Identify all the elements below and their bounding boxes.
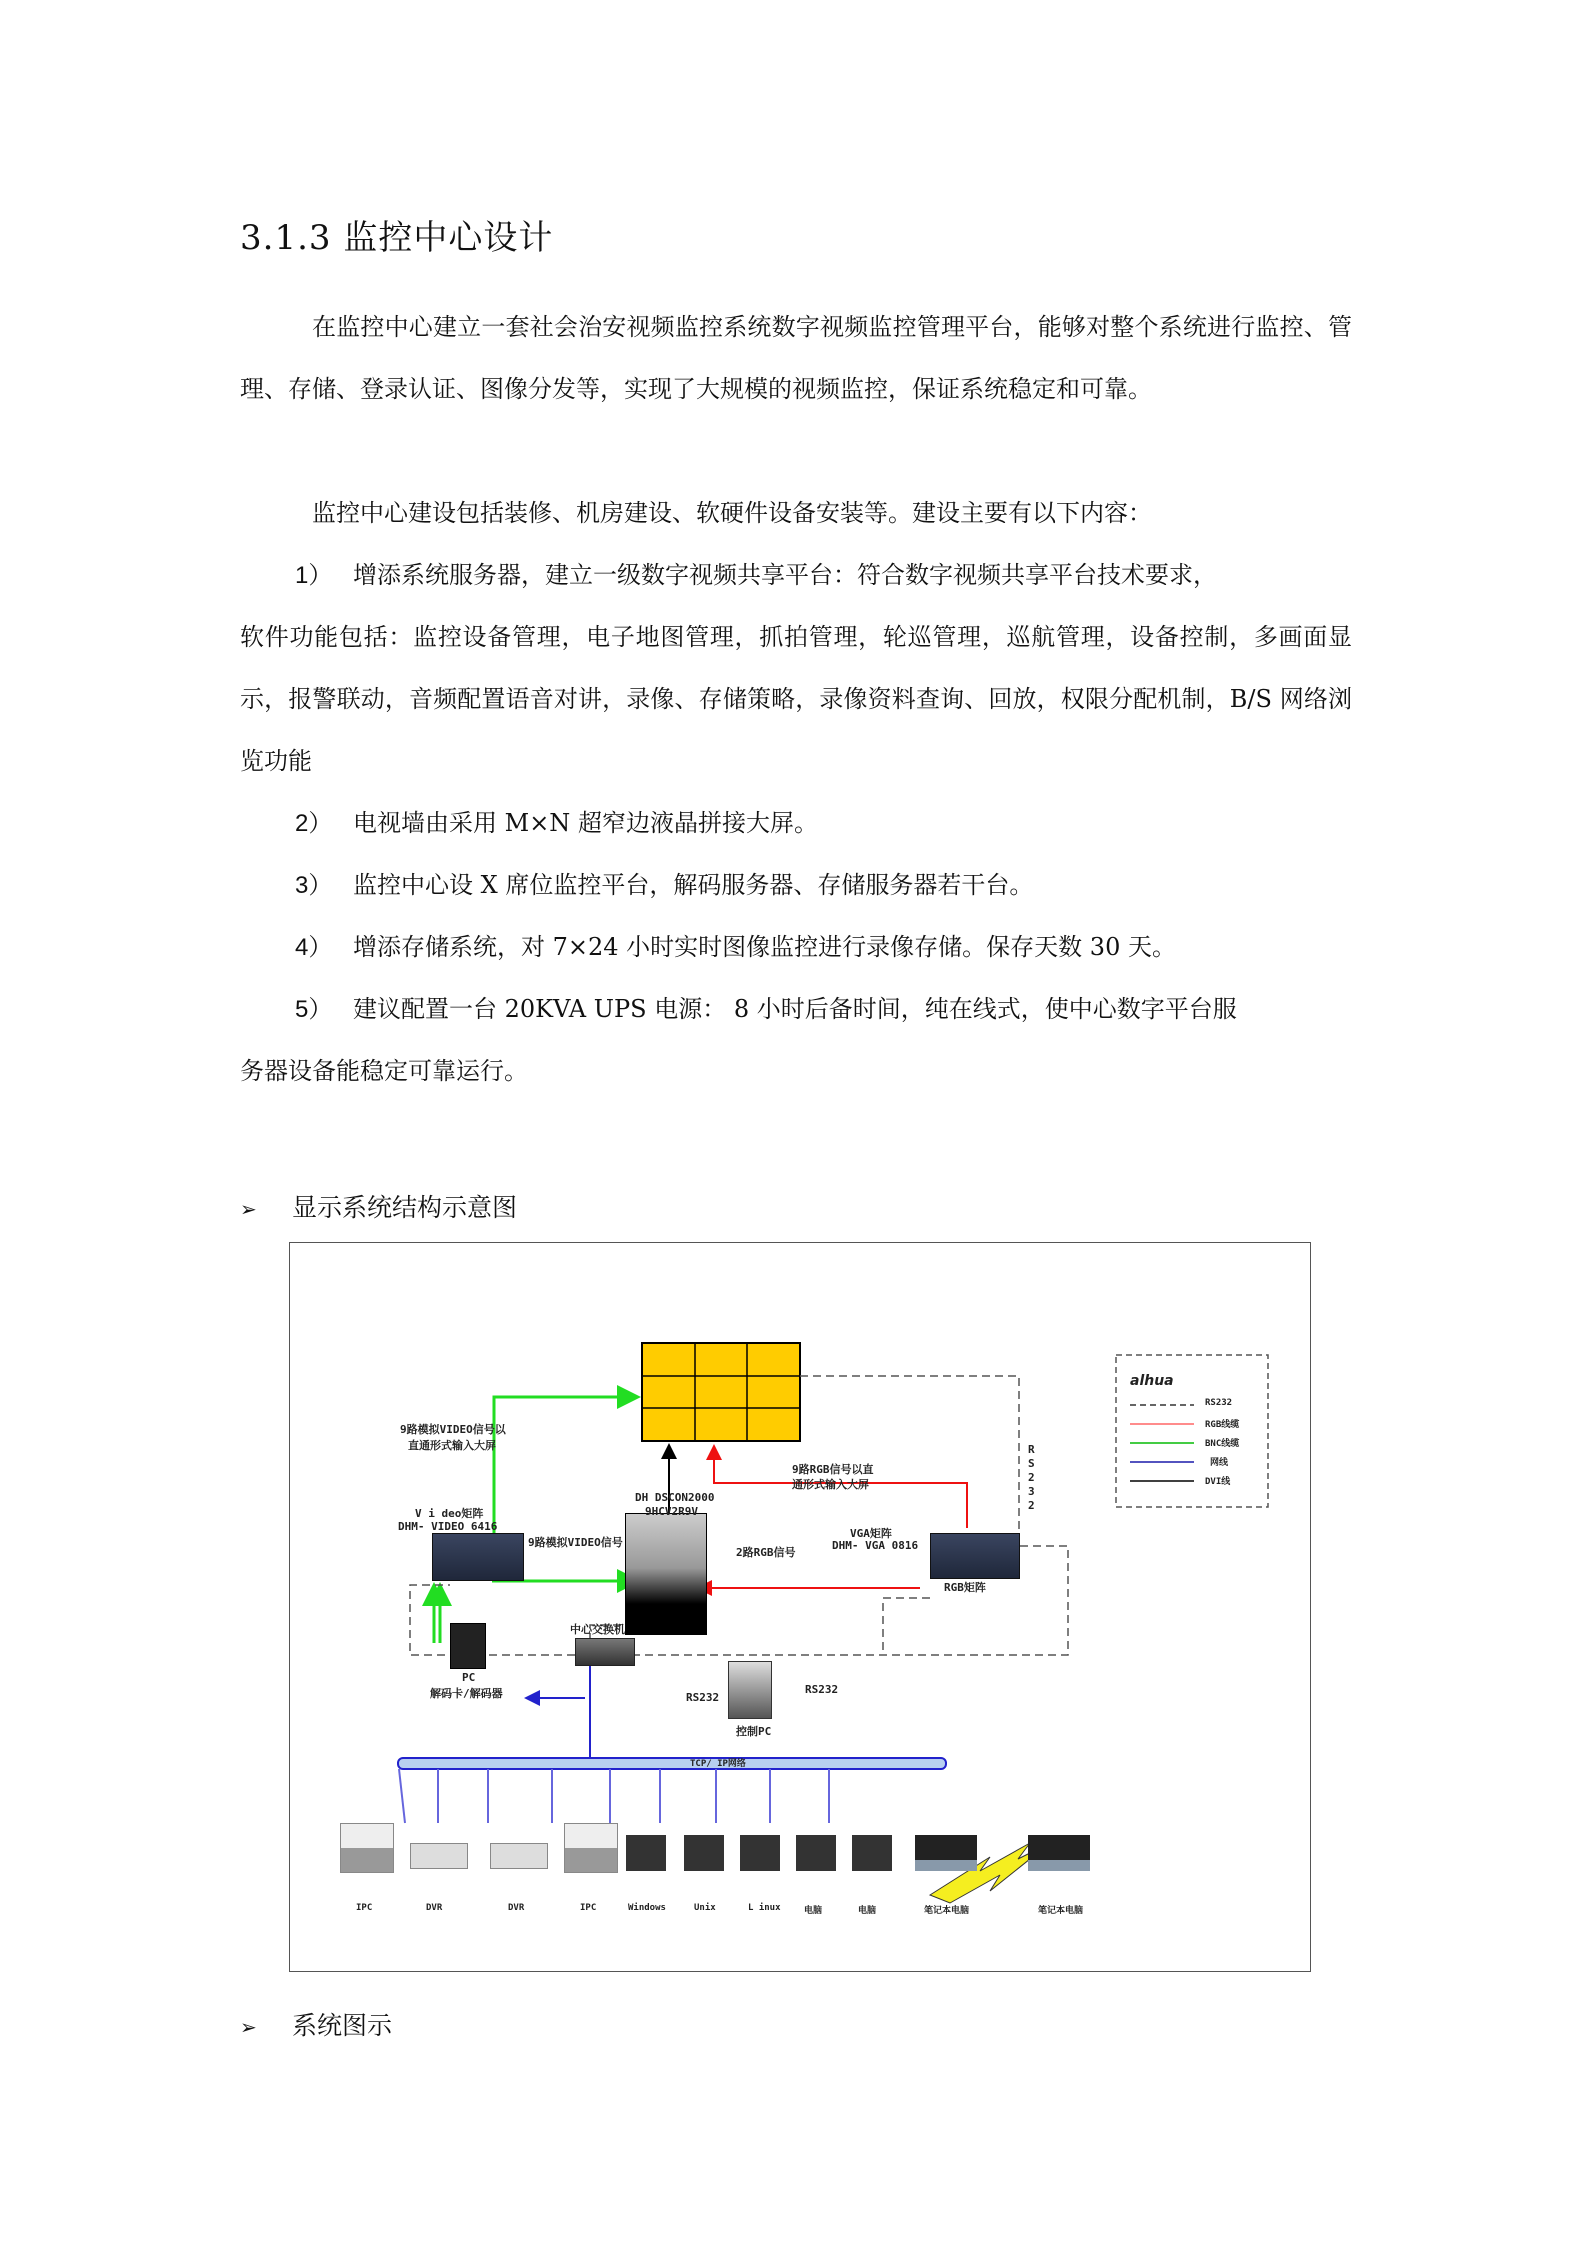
list-text: 增添系统服务器，建立一级数字视频共享平台：符合数字视频共享平台技术要求， — [353, 561, 1217, 589]
label-video-matrix: V i deo矩阵 — [415, 1507, 484, 1520]
list-item — [295, 792, 818, 855]
bullet-heading — [240, 2006, 392, 2042]
label-bnc-note: 9路模拟VIDEO信号以 — [400, 1423, 506, 1436]
label-rs232-vertical: R S 2 3 2 — [1028, 1443, 1035, 1512]
list-item-continuation: 软件功能包括：监控设备管理，电子地图管理，抓拍管理，轮巡管理，巡航管理，设备控制，多画面显示，报警联动，音频配置语音对讲，录像、存储策略，录像资料查询、回放，权限分配机制，B/S 网络浏览功能 — [240, 623, 1352, 775]
section-title: 3.1.3 监控中心设计 — [240, 218, 554, 258]
label-vga-matrix-model: DHM- VGA 0816 — [832, 1539, 919, 1552]
endpoint-label: L inux — [748, 1903, 781, 1913]
label-bnc-note-2: 直通形式输入大屏 — [408, 1439, 496, 1452]
endpoint-label: Unix — [694, 1903, 716, 1913]
scope-paragraph: 监控中心建设包括装修、机房建设、软硬件设备安装等。建设主要有以下内容： — [312, 499, 1152, 527]
dscon-controller-device — [625, 1513, 707, 1635]
label-decoder: 解码卡/解码器 — [430, 1687, 503, 1700]
label-dscon: DH DSCON2000 — [635, 1491, 715, 1504]
label-rgb-note-2: 通形式输入大屏 — [792, 1478, 869, 1491]
label-pc: PC — [462, 1671, 476, 1684]
legend-rs232: RS232 — [1205, 1398, 1233, 1408]
list-number: 1） — [295, 562, 333, 589]
dahua-logo: alhua — [1130, 1373, 1174, 1389]
endpoint-label: DVR — [508, 1903, 525, 1913]
laptop-device — [915, 1835, 977, 1871]
legend-bnc: BNC线缆 — [1205, 1439, 1240, 1449]
pc-device — [684, 1835, 724, 1871]
list-number: 5） — [295, 996, 333, 1023]
tcpip-bus — [398, 1758, 946, 1769]
list-number: 3） — [295, 872, 333, 899]
endpoint-label: Windows — [628, 1903, 666, 1913]
control-pc-device — [728, 1661, 772, 1719]
arrow-bullet-icon: ➢ — [240, 1197, 257, 1221]
bullet-label: 显示系统结构示意图 — [292, 1193, 518, 1222]
pc-device — [626, 1835, 666, 1871]
label-rs232-left: RS232 — [686, 1691, 720, 1704]
pc-device — [852, 1835, 892, 1871]
label-switch: 中心交换机 — [570, 1623, 625, 1636]
label-vga-matrix: VGA矩阵 — [850, 1527, 892, 1540]
legend-dvi: DVI线 — [1205, 1477, 1231, 1487]
video-matrix-device — [432, 1533, 524, 1581]
label-rgb2: 2路RGB信号 — [736, 1546, 796, 1559]
endpoint-label: 电脑 — [804, 1906, 823, 1916]
list-item — [295, 544, 1352, 607]
endpoint-label: IPC — [580, 1903, 597, 1913]
pc-device — [796, 1835, 836, 1871]
list-text: 监控中心设 X 席位监控平台，解码服务器、存储服务器若干台。 — [353, 871, 1034, 899]
arrow-bullet-icon: ➢ — [240, 2015, 257, 2039]
label-rgb-note: 9路RGB信号以直 — [792, 1463, 874, 1476]
system-structure-diagram — [289, 1242, 1311, 1972]
ipc-device — [564, 1823, 618, 1873]
list-item — [295, 854, 1033, 917]
dvr-device — [410, 1843, 468, 1869]
list-item — [295, 978, 1352, 1041]
endpoint-label: 笔记本电脑 — [924, 1906, 970, 1916]
label-video-matrix-model: DHM- VIDEO 6416 — [398, 1520, 498, 1533]
label-video-signal: 9路模拟VIDEO信号 — [528, 1536, 623, 1549]
intro-paragraph: 在监控中心建立一套社会治安视频监控系统数字视频监控管理平台，能够对整个系统进行监控、管理、存储、登录认证、图像分发等，实现了大规模的视频监控，保证系统稳定和可靠。 — [240, 313, 1352, 403]
pc-device — [740, 1835, 780, 1871]
label-rs232-right: RS232 — [805, 1683, 839, 1696]
legend-net: 网线 — [1210, 1458, 1229, 1468]
central-switch-device — [575, 1638, 635, 1666]
ipc-device — [340, 1823, 394, 1873]
endpoint-label: 笔记本电脑 — [1038, 1906, 1084, 1916]
list-item-continuation: 务器设备能稳定可靠运行。 — [240, 1057, 528, 1085]
label-rgb-matrix: RGB矩阵 — [944, 1581, 986, 1594]
laptop-device — [1028, 1835, 1090, 1871]
label-control-pc: 控制PC — [736, 1725, 772, 1738]
list-item — [295, 916, 1176, 979]
rgb-matrix-device — [930, 1533, 1020, 1579]
label-dscon-model: 9HCV2R9V — [645, 1505, 698, 1518]
decoder-pc-device — [450, 1623, 486, 1669]
endpoint-label: IPC — [356, 1903, 373, 1913]
legend-rgb: RGB线缆 — [1205, 1420, 1240, 1430]
list-number: 4） — [295, 934, 333, 961]
endpoint-label: 电脑 — [858, 1906, 877, 1916]
bullet-label: 系统图示 — [292, 2011, 393, 2040]
list-text: 电视墙由采用 M×N 超窄边液晶拼接大屏。 — [353, 809, 818, 837]
bullet-heading — [240, 1188, 517, 1224]
list-text: 增添存储系统，对 7×24 小时实时图像监控进行录像存储。保存天数 30 天。 — [353, 933, 1176, 961]
endpoint-label: DVR — [426, 1903, 443, 1913]
list-text: 建议配置一台 20KVA UPS 电源： 8 小时后备时间，纯在线式，使中心数字平台服 — [353, 995, 1237, 1023]
label-tcpip: TCP/ IP网络 — [690, 1759, 746, 1769]
video-wall — [642, 1343, 800, 1441]
list-number: 2） — [295, 810, 333, 837]
dvr-device — [490, 1843, 548, 1869]
